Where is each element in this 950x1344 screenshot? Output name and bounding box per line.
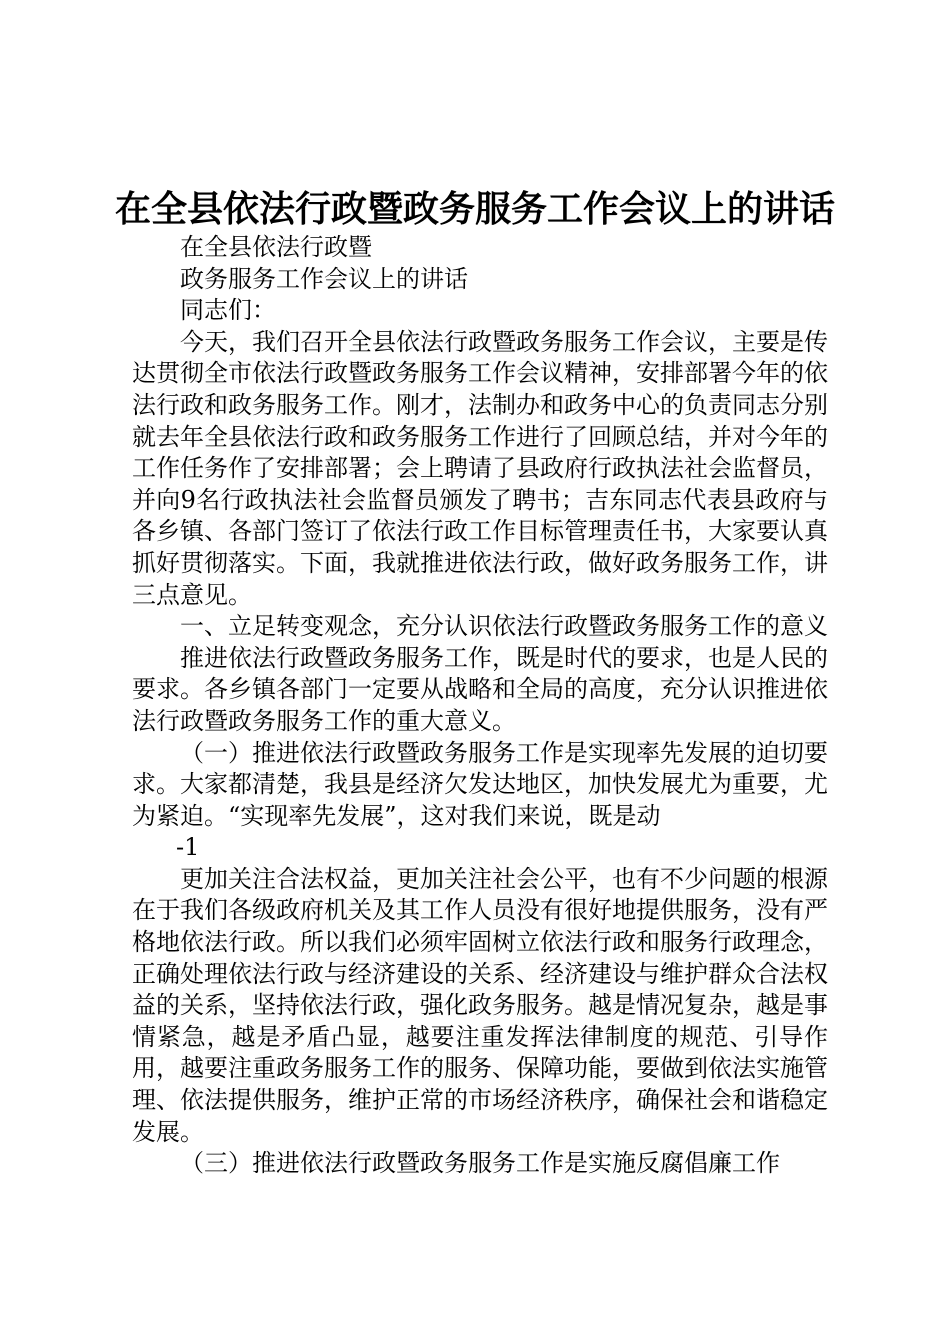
paragraph: 推进依法行政暨政务服务工作，既是时代的要求，也是人民的要求。各乡镇各部门一定要从战略和全局的高度，充分认识推进依法行政暨政务服务工作的重大意义。 (132, 643, 828, 735)
paragraph: 同志们： (180, 296, 276, 325)
paragraph: （一）推进依法行政暨政务服务工作是实现率先发展的迫切要求。大家都清楚，我县是经济欠发达地区，加快发展尤为重要，尤为紧迫。“实现率先发展”，这对我们来说，既是动 (132, 738, 828, 830)
document-title: 在全县依法行政暨政务服务工作会议上的讲话 (114, 189, 835, 230)
page-number: -1 (176, 833, 200, 862)
paragraph: 更加关注合法权益，更加关注社会公平，也有不少问题的根源在于我们各级政府机关及其工作人员没有很好地提供服务，没有严格地依法行政。所以我们必须牢固树立依法行政和服务行政理念，正确处理依法行政与经济建设的关系、经济建设与维护群众合法权益的关系，坚持依法行政，强化政务服务。越是情况复杂，越是事情紧急，越是矛盾凸显，越要注重发挥法律制度的规范、引导作用，越要注重政务服务工作的服务、保障功能，要做到依法实施管理、依法提供服务，维护正常的市场经济秩序，确保社会和谐稳定发展。 (132, 864, 828, 1146)
paragraph: 一、立足转变观念，充分认识依法行政暨政务服务工作的意义 (180, 612, 828, 641)
paragraph: （三）推进依法行政暨政务服务工作是实施反腐倡廉工作 (180, 1149, 780, 1178)
paragraph: 今天，我们召开全县依法行政暨政务服务工作会议，主要是传达贯彻全市依法行政暨政务服务工作会议精神，安排部署今年的依法行政和政务服务工作。刚才，法制办和政务中心的负责同志分别就去年全县依法行政和政务服务工作进行了回顾总结，并对今年的工作任务作了安排部署；会上聘请了县政府行政执法社会监督员，并向9名行政执法社会监督员颁发了聘书；吉东同志代表县政府与各乡镇、各部门签订了依法行政工作目标管理责任书，大家要认真抓好贯彻落实。下面，我就推进依法行政，做好政务服务工作，讲三点意见。 (132, 327, 828, 609)
paragraph: 在全县依法行政暨 (180, 233, 372, 261)
paragraph: 政务服务工作会议上的讲话 (180, 264, 468, 293)
document-body (132, 232, 828, 1180)
